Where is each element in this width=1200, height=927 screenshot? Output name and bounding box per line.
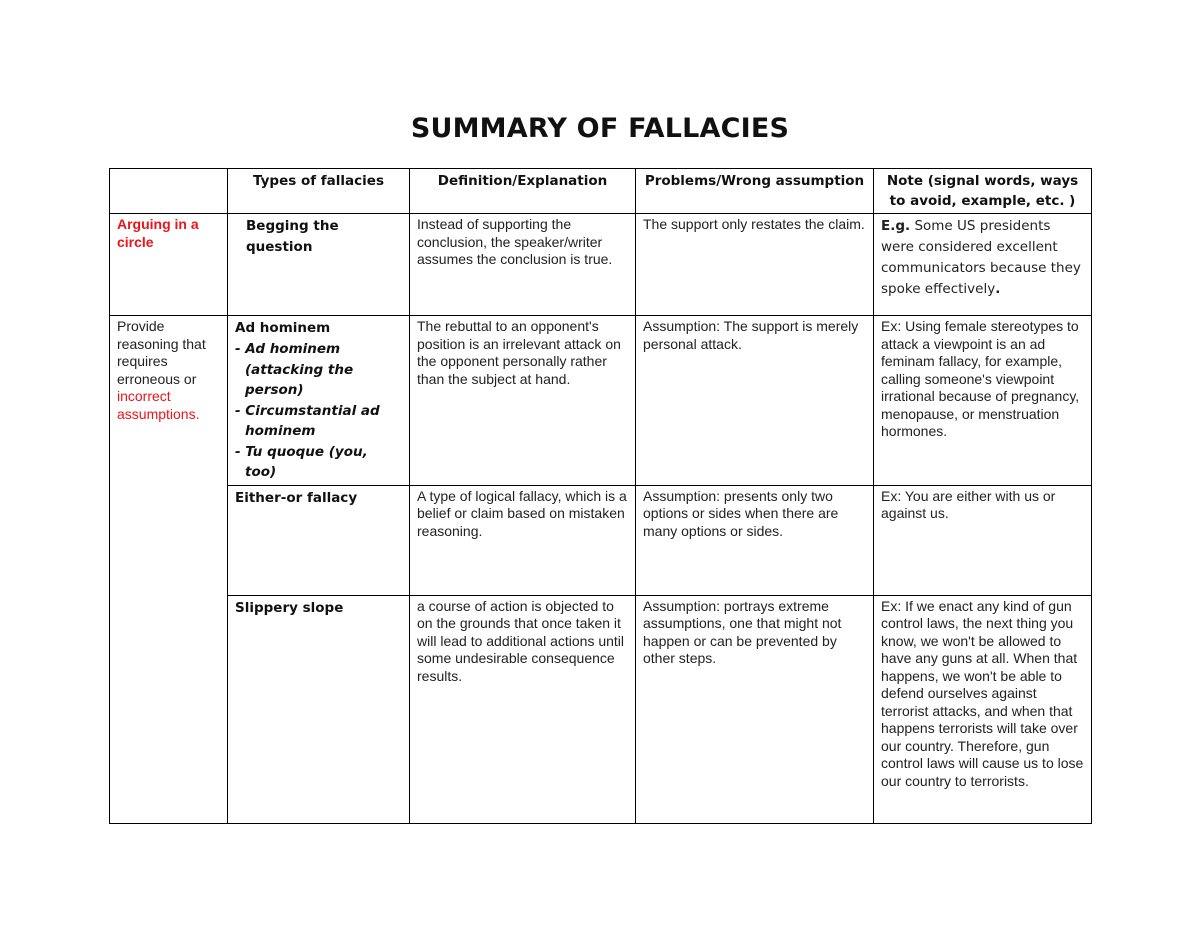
type-cell [228,485,410,595]
subtype-item: - Circumstantial ad hominem [235,402,380,439]
fallacy-type: Slippery slope [235,599,344,616]
fallacy-type: Either-or fallacy [235,489,358,506]
note-cell: Ex: If we enact any kind of gun control laws, the next thing you know, we won't be allowed to have any guns at all. When that happens, we won't be able to defend ourselves against terrorist attacks, and when that happens terrorists will take over our country. Therefore, gun control laws will cause us to lose our country to terrorists. [874,595,1092,823]
header-note: Note (signal words, ways to avoid, example, etc. ) [874,169,1092,214]
header-definition: Definition/Explanation [410,169,636,214]
table-row [110,316,1092,486]
note-suffix: . [995,281,1001,297]
subtype-list [235,339,402,483]
definition-cell: The rebuttal to an opponent's position is an irrelevant attack on the opponent personally rather than the subject at hand. [410,316,636,486]
type-cell [228,595,410,823]
type-cell [228,214,410,316]
header-row [110,169,1092,214]
header-problems: Problems/Wrong assumption [636,169,874,214]
header-types: Types of fallacies [228,169,410,214]
category-text: Provide reasoning that requires erroneous or [117,318,206,387]
definition-cell: a course of action is objected to on the grounds that once taken it will lead to additional actions until some undesirable consequence results. [410,595,636,823]
category-cell [110,316,228,824]
table-row [110,214,1092,316]
note-cell: Ex: You are either with us or against us. [874,485,1092,595]
type-cell [228,316,410,486]
note-cell [874,214,1092,316]
subtype-item: - Ad hominem (attacking the person) [235,341,354,398]
fallacies-table [109,168,1092,824]
fallacy-type: Ad hominem [235,320,331,336]
table-row [110,595,1092,823]
document-title: SUMMARY OF FALLACIES [410,113,790,144]
note-cell: Ex: Using female stereotypes to attack a viewpoint is an ad feminam fallacy, for example, calling someone's viewpoint irrational because of pregnancy, menopause, or menstruation hormones. [874,316,1092,486]
problem-cell: Assumption: portrays extreme assumptions, one that might not happen or can be prevented by other steps. [636,595,874,823]
category-highlight: incorrect assumptions. [117,388,200,422]
problem-cell: Assumption: The support is merely personal attack. [636,316,874,486]
definition-cell: A type of logical fallacy, which is a belief or claim based on mistaken reasoning. [410,485,636,595]
table-row [110,485,1092,595]
problem-cell: Assumption: presents only two options or sides when there are many options or sides. [636,485,874,595]
category-cell: Arguing in a circle [110,214,228,316]
subtype-item: - Tu quoque (you, too) [235,443,368,480]
header-category [110,169,228,214]
definition-cell: Instead of supporting the conclusion, the speaker/writer assumes the conclusion is true. [410,214,636,316]
fallacy-type: Begging the question [246,218,339,255]
note-prefix: E.g. [881,218,911,234]
note-text: Some US presidents were considered excellent communicators because they spoke effectively [881,218,1081,297]
problem-cell: The support only restates the claim. [636,214,874,316]
